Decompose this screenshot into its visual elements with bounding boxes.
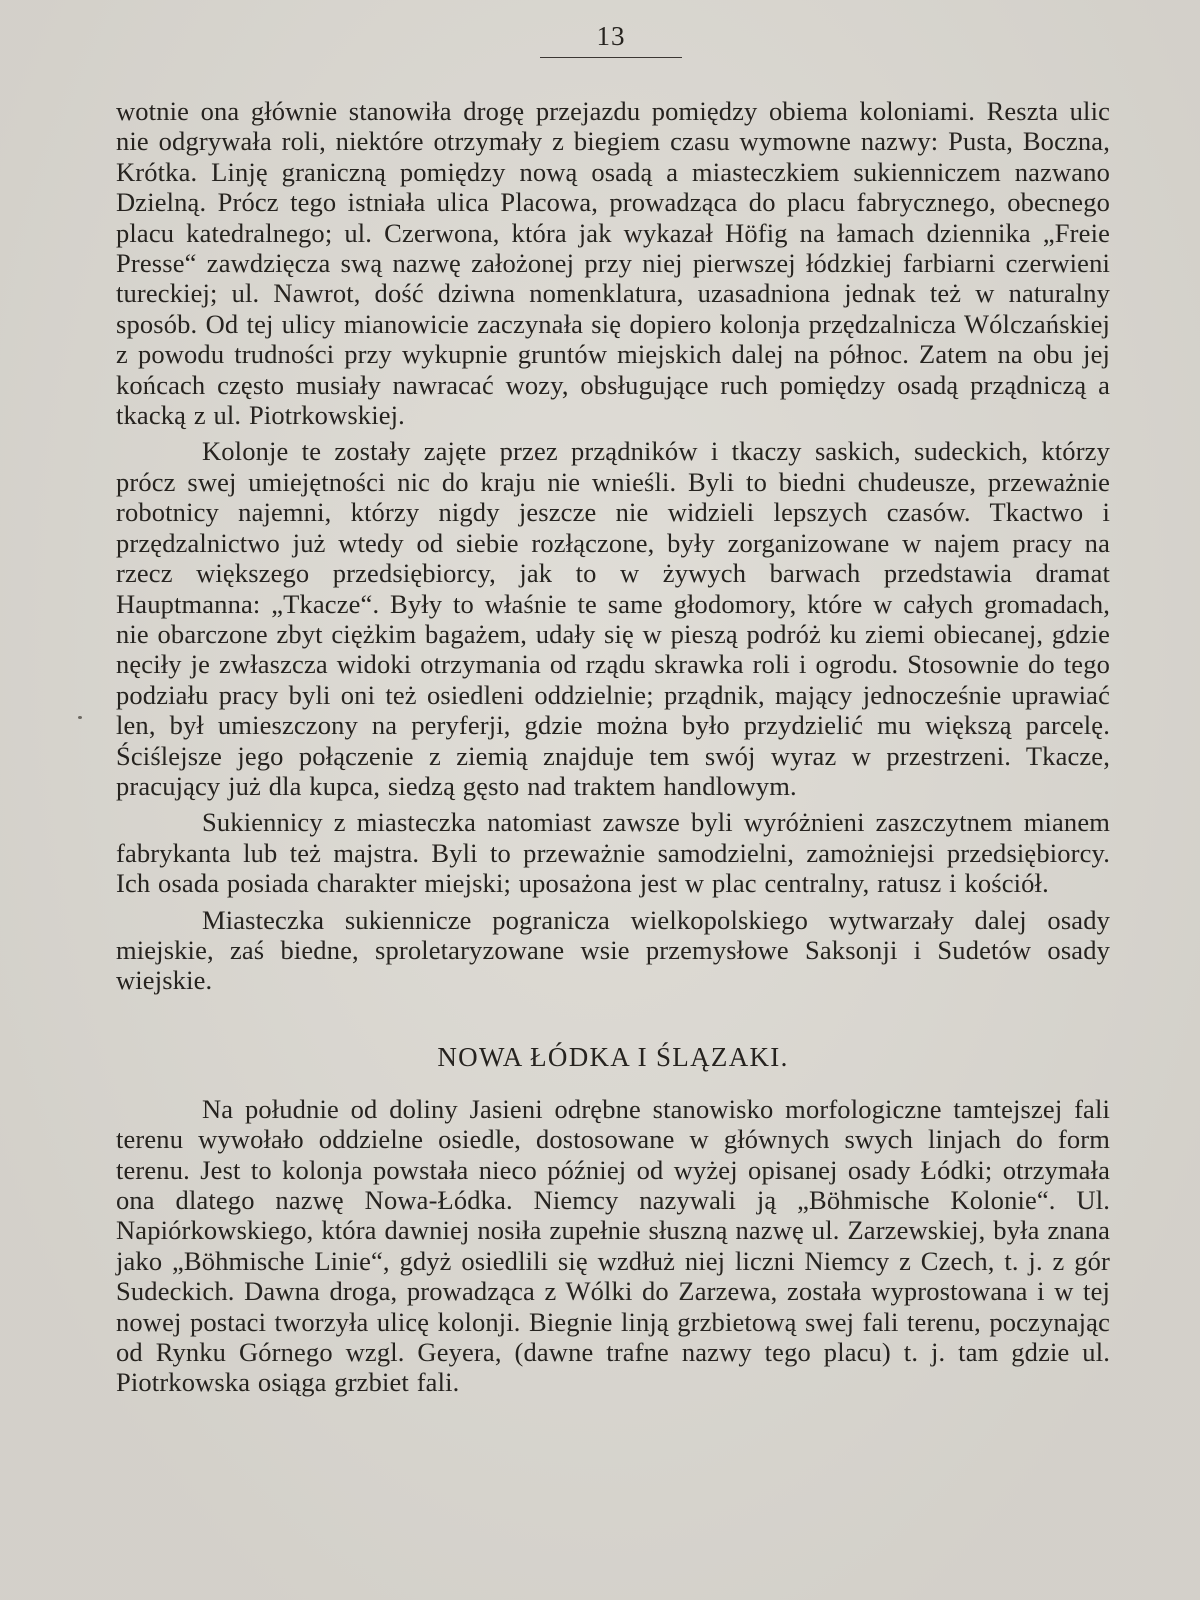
paragraph-settlements: Miasteczka sukiennicze pogranicza wielkopolskiego wytwarzały dalej osady miejskie, zaś biedne, sproletaryzowane wsie przemysłowe Saksonji i Sudetów osady wiejskie. xyxy=(116,904,1110,996)
body-text xyxy=(116,96,1110,1398)
header-rule xyxy=(540,57,682,58)
paragraph-colonists: Kolonje te zostały zajęte przez prządników i tkaczy saskich, sudeckich, którzy prócz swej umiejętności nic do kraju nie wnieśli. Byli to biedni chudeusze, przeważnie robotnicy najemni, którzy nigdy jeszcze nie widzieli lepszych czasów. Tkactwo i przędzalnictwo już wtedy od siebie rozłączone, były zorganizowane w najem pracy na rzecz większego przedsiębiorcy, jak to w żywych barwach przedstawia dramat Hauptmanna: „Tkacze“. Były to właśnie te same głodomory, które w całych gromadach, nie obarczone zbyt ciężkim bagażem, udały się w pieszą podróż ku ziemi obiecanej, gdzie nęciły je zwłaszcza widoki otrzymania od rządu skrawka roli i ogrodu. Stosownie do tego podziału pracy byli oni też osiedleni oddzielnie; prządnik, mający jednocześnie uprawiać len, był umieszczony na peryferji, gdzie można było przydzielić mu większą parcelę. Ściślejsze jego połączenie z ziemią znajduje tem swój wyraz w przestrzeni. Tkacze, pracujący już dla kupca, siedzą gęsto nad traktem handlowym. xyxy=(116,436,1110,801)
paragraph-nowa-lodka: Na południe od doliny Jasieni odrębne stanowisko morfologiczne tamtejszej fali terenu wywołało oddzielne osiedle, dostosowane w głównych swych linjach do form terenu. Jest to kolonja powstała nieco później od wyżej opisanej osady Łódki; otrzymała ona dlatego nazwę Nowa-Łódka. Niemcy nazywali ją „Böhmische Kolonie“. Ul. Napiórkowskiego, która dawniej nosiła zupełnie słuszną nazwę ul. Zarzewskiej, była znana jako „Böhmische Linie“, gdyż osiedlili się wzdłuż niej liczni Niemcy z Czech, t. j. z gór Sudeckich. Dawna droga, prowadząca z Wólki do Zarzewa, została wyprostowana i w tej nowej postaci tworzyła ulicę kolonji. Biegnie linją grzbietową swej fali terenu, poczynając od Rynku Górnego wzgl. Geyera, (dawne trafne nazwy tego placu) t. j. tam gdzie ul. Piotrkowska osiąga grzbiet fali. xyxy=(116,1093,1110,1398)
section-heading: NOWA ŁÓDKA I ŚLĄZAKI. xyxy=(437,1041,789,1072)
paragraph-continuation: wotnie ona głównie stanowiła drogę przejazdu pomiędzy obiema koloniami. Reszta ulic nie odgrywała roli, niektóre otrzymały z biegiem czasu wymowne nazwy: Pusta, Boczna, Krótka. Linję graniczną pomiędzy nową osadą a miasteczkiem sukienniczem nazwano Dzielną. Prócz tego istniała ulica Placowa, prowadząca do placu fabrycznego, obecnego placu katedralnego; ul. Czerwona, która jak wykazał Höfig na łamach dziennika „Freie Presse“ zawdzięcza swą nazwę założonej przy niej pierwszej łódzkiej farbiarni czerwieni tureckiej; ul. Nawrot, dość dziwna nomenklatura, uzasadniona jednak też w naturalny sposób. Od tej ulicy mianowicie zaczynała się dopiero kolonja przędzalnicza Wólczańskiej z powodu trudności przy wykupnie gruntów miejskich dalej na północ. Zatem na obu jej końcach często musiały nawracać wozy, obsługujące ruch pomiędzy osadą prządniczą a tkacką z ul. Piotrkowskiej. xyxy=(116,96,1110,431)
paragraph-clothiers: Sukiennicy z miasteczka natomiast zawsze byli wyróżnieni zaszczytnem mianem fabrykanta lub też majstra. Byli to przeważnie samodzielni, zamożniejsi przedsiębiorcy. Ich osada posiada charakter miejski; uposażona jest w plac centralny, ratusz i kościół. xyxy=(116,807,1110,899)
paper-speck xyxy=(78,716,82,719)
section-heading-wrap xyxy=(116,1040,1110,1074)
page-number: 13 xyxy=(596,21,626,51)
page-header xyxy=(540,18,682,58)
